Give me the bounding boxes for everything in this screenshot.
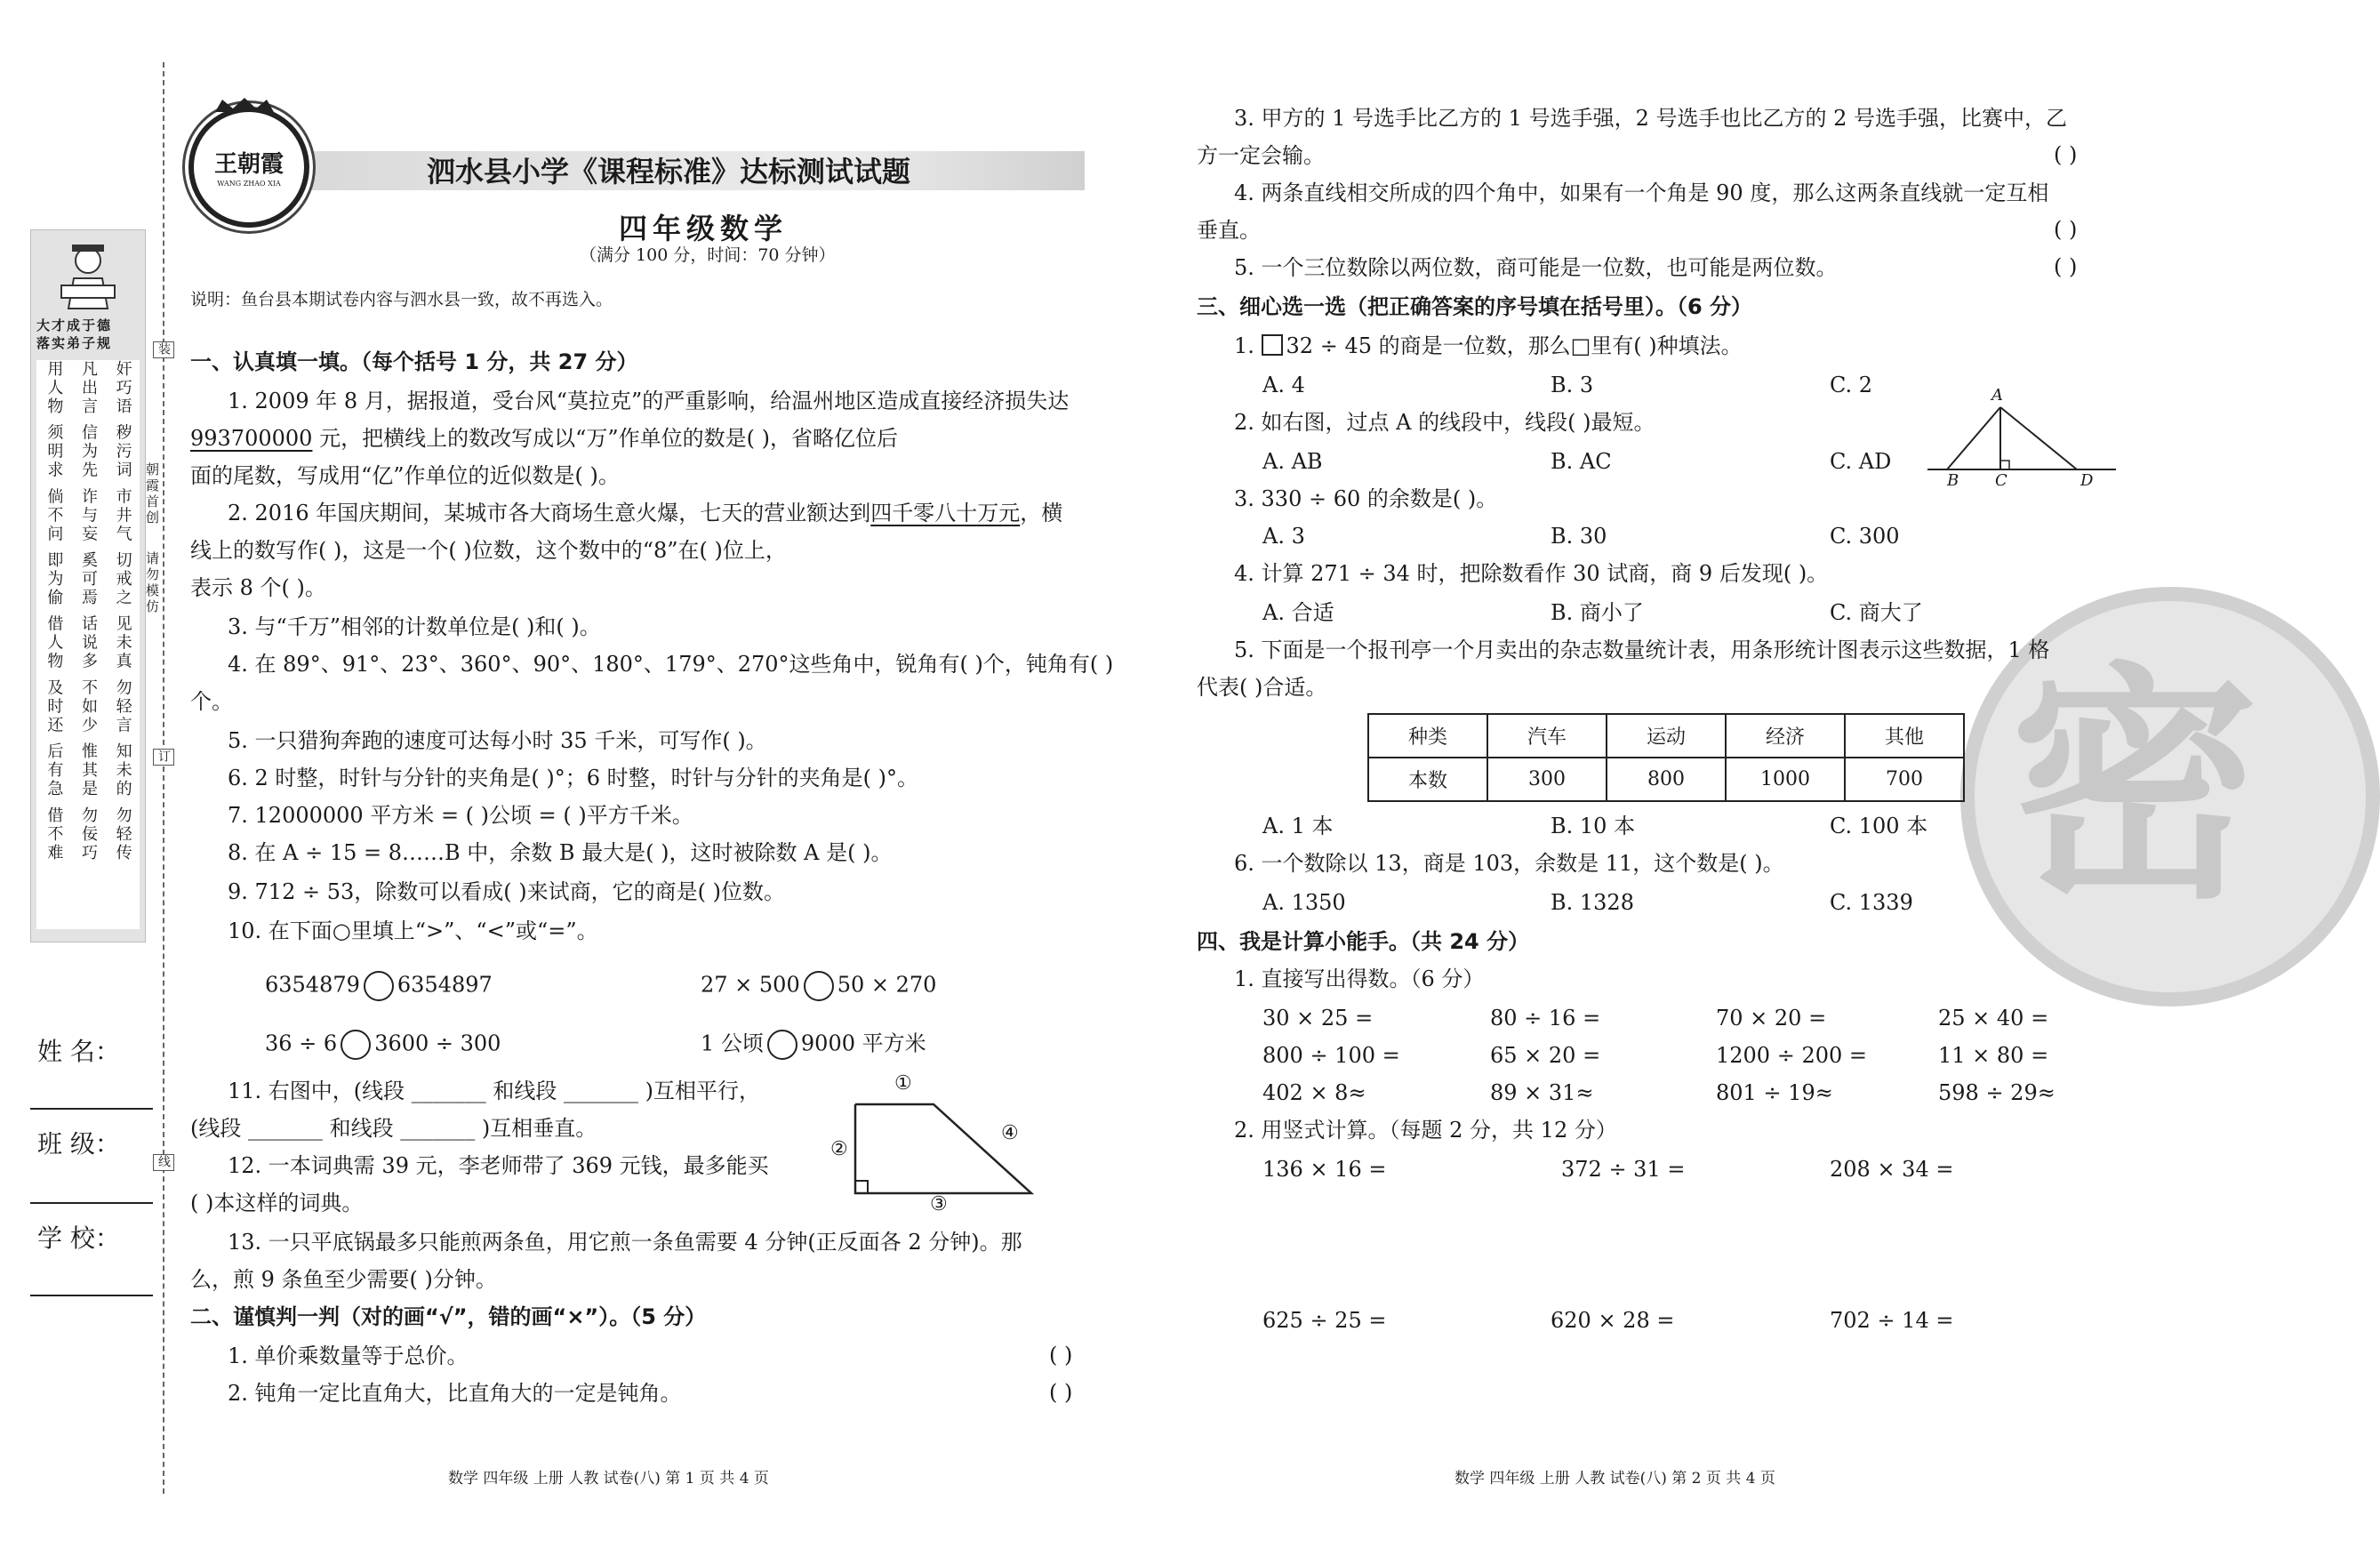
q10-c1-left: 6354879	[265, 972, 360, 998]
q9-line: 9. 712 ÷ 53，除数可以看成( )来试商，它的商是( )位数。	[228, 879, 785, 904]
q10-compare-4	[701, 1030, 926, 1060]
footer-left: 数学 四年级 上册 人教 试卷(八) 第 1 页 共 4 页	[448, 1470, 769, 1488]
q2-line-1-text: 2. 2016 年国庆期间，某城市各大商场生意火爆，七天的营业额达到	[228, 501, 871, 525]
table-cell: 1000	[1726, 758, 1845, 801]
calc-item: 25 × 40 =	[1938, 1006, 2049, 1031]
q11-line-2: (线段 _______ 和线段 _______ )互相垂直。	[190, 1116, 597, 1141]
choice-4-option-c[interactable]: C. 商大了	[1830, 600, 1923, 625]
q2-line-2: 线上的数写作( )，这是一个( )位数，这个数中的“8”在( )位上，	[190, 538, 787, 563]
q1-underlined-number: 993700000	[190, 426, 313, 451]
triangle-figure	[1920, 386, 2125, 493]
dashed-binding-line	[163, 62, 164, 1494]
judge-3-line-2: 方一定会输。	[1197, 143, 1325, 168]
judge-2: 2. 钝角一定比直角大，比直角大的一定是钝角。	[228, 1381, 682, 1406]
class-label: 班 级：	[37, 1129, 120, 1159]
compare-circle[interactable]	[804, 971, 834, 1001]
exam-subtitle: （满分 100 分，时间：70 分钟）	[580, 245, 836, 265]
choice-1-option-b[interactable]: B. 3	[1551, 373, 1594, 397]
school-line	[30, 1295, 153, 1296]
q11-line-1: 11. 右图中，(线段 _______ 和线段 _______ )互相平行，	[228, 1079, 761, 1103]
choice-1-option-a[interactable]: A. 4	[1262, 373, 1305, 397]
choice-6-question: 6. 一个数除以 13，商是 103，余数是 11，这个数是( )。	[1234, 851, 1784, 876]
crown-icon	[213, 96, 276, 117]
section-1-title: 一、认真填一填。（每个括号 1 分，共 27 分）	[190, 349, 638, 374]
q10-c2-right: 50 × 270	[837, 972, 937, 998]
table-cell: 800	[1607, 758, 1726, 801]
blank-box	[1262, 334, 1283, 356]
q12-line-2: ( )本这样的词典。	[190, 1191, 364, 1215]
choice-2-option-c[interactable]: C. AD	[1830, 449, 1892, 474]
section-2-title: 二、谨慎判一判（对的画“√”，错的画“×”）。（5 分）	[190, 1304, 707, 1329]
table-cell: 300	[1487, 758, 1607, 801]
q1-line-3: 面的尾数，写成用“亿”作单位的近似数是( )。	[190, 463, 620, 488]
judge-4-line-1: 4. 两条直线相交所成的四个角中，如果有一个角是 90 度，那么这两条直线就一定互相	[1234, 180, 2049, 205]
q10-c3-left: 36 ÷ 6	[265, 1031, 338, 1056]
q10-c2-left: 27 × 500	[701, 972, 800, 998]
q2-line-1-end: ，横	[1020, 501, 1063, 525]
q10-c4-left: 1 公顷	[701, 1031, 764, 1056]
q10-c1-right: 6354897	[397, 972, 493, 998]
choice-3-option-c[interactable]: C. 300	[1830, 524, 1900, 549]
judge-4-line-2: 垂直。	[1197, 218, 1261, 243]
table-row	[1368, 714, 1964, 758]
logo-subtext: WANG ZHAO XIA	[217, 180, 281, 188]
choice-6-option-a[interactable]: A. 1350	[1262, 890, 1346, 915]
q8-line: 8. 在 A ÷ 15 = 8……B 中，余数 B 最大是( )，这时被除数 A 是( )。	[228, 840, 893, 865]
part-2-title: 2. 用竖式计算。（每题 2 分，共 12 分）	[1234, 1118, 1617, 1143]
choice-5-line-2: 代表( )合适。	[1197, 675, 1327, 700]
trapezoid-label-2: ②	[830, 1138, 848, 1160]
vertical-calc-item: 620 × 28 =	[1551, 1308, 1675, 1333]
judge-1-answer[interactable]: ( )	[1049, 1343, 1073, 1368]
vertical-calc-item: 208 × 34 =	[1830, 1157, 1954, 1182]
q2-underlined-amount: 四千零八十万元	[870, 501, 1021, 525]
vertical-note-1: 朝霞首创	[144, 462, 160, 526]
compare-circle[interactable]	[364, 971, 394, 1001]
calc-item: 70 × 20 =	[1716, 1006, 1827, 1031]
choice-3-option-b[interactable]: B. 30	[1551, 524, 1607, 549]
q6-line: 6. 2 时整，时针与分针的夹角是( )°；6 时整，时针与分针的夹角是( )°。	[228, 766, 919, 790]
q1-line-1: 1. 2009 年 8 月，据报道，受台风“莫拉克”的严重影响，给温州地区造成直接经济损失达	[228, 389, 1070, 413]
motto-column-3: 用人物 须明求 倘不问 即为偷 借人物 及时还 后有急 借不难	[44, 360, 64, 863]
part-1-title: 1. 直接写出得数。（6 分）	[1234, 966, 1485, 991]
calc-item: 11 × 80 =	[1938, 1043, 2049, 1068]
class-line	[30, 1202, 153, 1204]
judge-3-answer[interactable]: ( )	[2054, 142, 2078, 167]
choice-5-option-b[interactable]: B. 10 本	[1551, 814, 1636, 838]
choice-6-option-c[interactable]: C. 1339	[1830, 890, 1913, 915]
table-head-cell: 经济	[1726, 714, 1845, 758]
sidebar-motto-box	[30, 229, 146, 942]
q5-line: 5. 一只猎狗奔跑的速度可达每小时 35 千米，可写作( )。	[228, 728, 767, 753]
vertical-calc-item: 625 ÷ 25 =	[1262, 1308, 1387, 1333]
compare-circle[interactable]	[341, 1030, 371, 1060]
q13-line-1: 13. 一只平底锅最多只能煎两条鱼，用它煎一条鱼需要 4 分钟(正反面各 2 分钟)。那	[228, 1230, 1022, 1255]
trapezoid-label-1: ①	[894, 1072, 912, 1095]
q10-c3-right: 3600 ÷ 300	[374, 1031, 501, 1056]
calc-item: 800 ÷ 100 =	[1262, 1043, 1400, 1068]
q7-line: 7. 12000000 平方米 = ( )公顷 = ( )平方千米。	[228, 803, 693, 828]
calc-item: 598 ÷ 29≈	[1938, 1080, 2055, 1105]
table-head-cell: 其他	[1845, 714, 1964, 758]
subject-title: 四年级数学	[619, 212, 789, 245]
table-head-cell: 汽车	[1487, 714, 1607, 758]
q10-line: 10. 在下面○里填上“>”、“<”或“=”。	[228, 918, 598, 943]
school-label: 学 校：	[37, 1223, 120, 1253]
choice-4-option-a[interactable]: A. 合适	[1262, 600, 1334, 625]
triangle-label-b: B	[1947, 471, 1959, 490]
choice-4-option-b[interactable]: B. 商小了	[1551, 600, 1644, 625]
q2-line-3: 表示 8 个( )。	[190, 575, 326, 600]
table-head-cell: 种类	[1368, 714, 1487, 758]
table-row	[1368, 758, 1964, 801]
q10-compare-3	[265, 1030, 501, 1060]
calc-item: 1200 ÷ 200 =	[1716, 1043, 1867, 1068]
logo-badge	[188, 107, 309, 228]
motto-line-2: 落实弟子规	[36, 335, 113, 351]
q4-line-2: 个。	[190, 689, 233, 714]
calc-item: 65 × 20 =	[1490, 1043, 1601, 1068]
section-3-title: 三、细心选一选（把正确答案的序号填在括号里）。（6 分）	[1197, 294, 1753, 319]
choice-3-question: 3. 330 ÷ 60 的余数是( )。	[1234, 486, 1498, 511]
vertical-calc-item: 372 ÷ 31 =	[1561, 1157, 1686, 1182]
q2-line-1	[228, 500, 1062, 526]
triangle-label-a: A	[1991, 386, 2003, 405]
choice-2-question: 2. 如右图，过点 A 的线段中，线段( )最短。	[1234, 410, 1655, 435]
magazine-stats-table	[1367, 713, 1965, 802]
motto-column-2: 凡出言 信为先 诈与妄 奚可焉 话说多 不如少 惟其是 勿佞巧	[78, 360, 98, 863]
vertical-calc-item: 702 ÷ 14 =	[1830, 1308, 1954, 1333]
choice-4-question: 4. 计算 271 ÷ 34 时，把除数看作 30 试商，商 9 后发现( )。	[1234, 561, 1829, 586]
calc-item: 80 ÷ 16 =	[1490, 1006, 1601, 1031]
watermark-text: 密	[2010, 643, 2259, 933]
exam-note: 说明：鱼台县本期试卷内容与泗水县一致，故不再选入。	[190, 290, 613, 309]
judge-1: 1. 单价乘数量等于总价。	[228, 1343, 469, 1368]
choice-5-line-1: 5. 下面是一个报刊亭一个月卖出的杂志数量统计表，用条形统计图表示这些数据，1 格	[1234, 638, 2050, 662]
choice-1-question	[1234, 333, 1743, 359]
vertical-note-2: 请勿模仿	[144, 551, 160, 615]
judge-2-answer[interactable]: ( )	[1049, 1380, 1073, 1405]
calc-item: 89 × 31≈	[1490, 1080, 1594, 1105]
motto-columns	[36, 360, 140, 929]
table-cell: 本数	[1368, 758, 1487, 801]
choice-5-option-c[interactable]: C. 100 本	[1830, 814, 1928, 838]
trapezoid-label-3: ③	[930, 1193, 948, 1215]
calc-item: 801 ÷ 19≈	[1716, 1080, 1833, 1105]
table-head-cell: 运动	[1607, 714, 1726, 758]
q10-compare-1	[265, 971, 493, 1001]
motto-line-1: 大才成于德	[36, 317, 113, 333]
q4-line-1: 4. 在 89°、91°、23°、360°、90°、180°、179°、270°这些角中，锐角有( )个，钝角有( )	[228, 652, 1114, 677]
section-4-title: 四、我是计算小能手。（共 24 分）	[1197, 929, 1530, 954]
table-cell: 700	[1845, 758, 1964, 801]
motto-column-1: 奸巧语 秽污词 市井气 切戒之 见未真 勿轻言 知未的 勿轻传	[113, 360, 132, 863]
triangle-label-c: C	[1995, 471, 2007, 490]
judge-5: 5. 一个三位数除以两位数，商可能是一位数，也可能是两位数。	[1234, 255, 1838, 280]
name-line	[30, 1108, 153, 1110]
choice-2-option-a[interactable]: A. AB	[1262, 449, 1323, 474]
seal-mark-1: 装	[153, 341, 174, 358]
q3-line: 3. 与“千万”相邻的计数单位是( )和( )。	[228, 614, 601, 639]
q13-line-2: 么，煎 9 条鱼至少需要( )分钟。	[190, 1267, 497, 1292]
calc-item: 30 × 25 =	[1262, 1006, 1374, 1031]
q1-line-2	[190, 425, 898, 452]
judge-4-answer[interactable]: ( )	[2054, 217, 2078, 242]
calc-item: 402 × 8≈	[1262, 1080, 1366, 1105]
q10-c4-right: 9000 平方米	[800, 1031, 926, 1056]
q1-line-2-rest: 元，把横线上的数改写成以“万”作单位的数是( )，省略亿位后	[312, 426, 898, 451]
name-label: 姓 名：	[37, 1037, 120, 1066]
choice-1-text: 32 ÷ 45 的商是一位数，那么□里有( )种填法。	[1286, 333, 1743, 358]
exam-title: 泗水县小学《课程标准》达标测试试题	[427, 155, 911, 188]
vertical-calc-item: 136 × 16 =	[1262, 1157, 1387, 1182]
logo-text: 王朝霞	[213, 151, 284, 178]
trapezoid-label-4: ④	[1001, 1122, 1019, 1144]
seal-mark-2: 订	[153, 749, 174, 766]
q12-line-1: 12. 一本词典需 39 元，李老师带了 369 元钱，最多能买	[228, 1153, 769, 1178]
q10-compare-2	[701, 971, 936, 1001]
footer-right: 数学 四年级 上册 人教 试卷(八) 第 2 页 共 4 页	[1454, 1470, 1775, 1488]
compare-circle[interactable]	[767, 1030, 797, 1060]
choice-2-option-b[interactable]: B. AC	[1551, 449, 1612, 474]
trapezoid-figure	[827, 1072, 1049, 1220]
scholar-figure-icon	[56, 239, 120, 310]
choice-6-option-b[interactable]: B. 1328	[1551, 890, 1634, 915]
seal-mark-3: 线	[153, 1154, 174, 1171]
triangle-label-d: D	[2080, 471, 2094, 490]
choice-3-option-a[interactable]: A. 3	[1262, 524, 1305, 549]
judge-5-answer[interactable]: ( )	[2054, 254, 2078, 279]
judge-3-line-1: 3. 甲方的 1 号选手比乙方的 1 号选手强，2 号选手也比乙方的 2 号选手强，比赛中，乙	[1234, 106, 2068, 131]
choice-5-option-a[interactable]: A. 1 本	[1262, 814, 1334, 838]
choice-1-option-c[interactable]: C. 2	[1830, 373, 1873, 397]
choice-1-prefix: 1.	[1234, 333, 1262, 358]
